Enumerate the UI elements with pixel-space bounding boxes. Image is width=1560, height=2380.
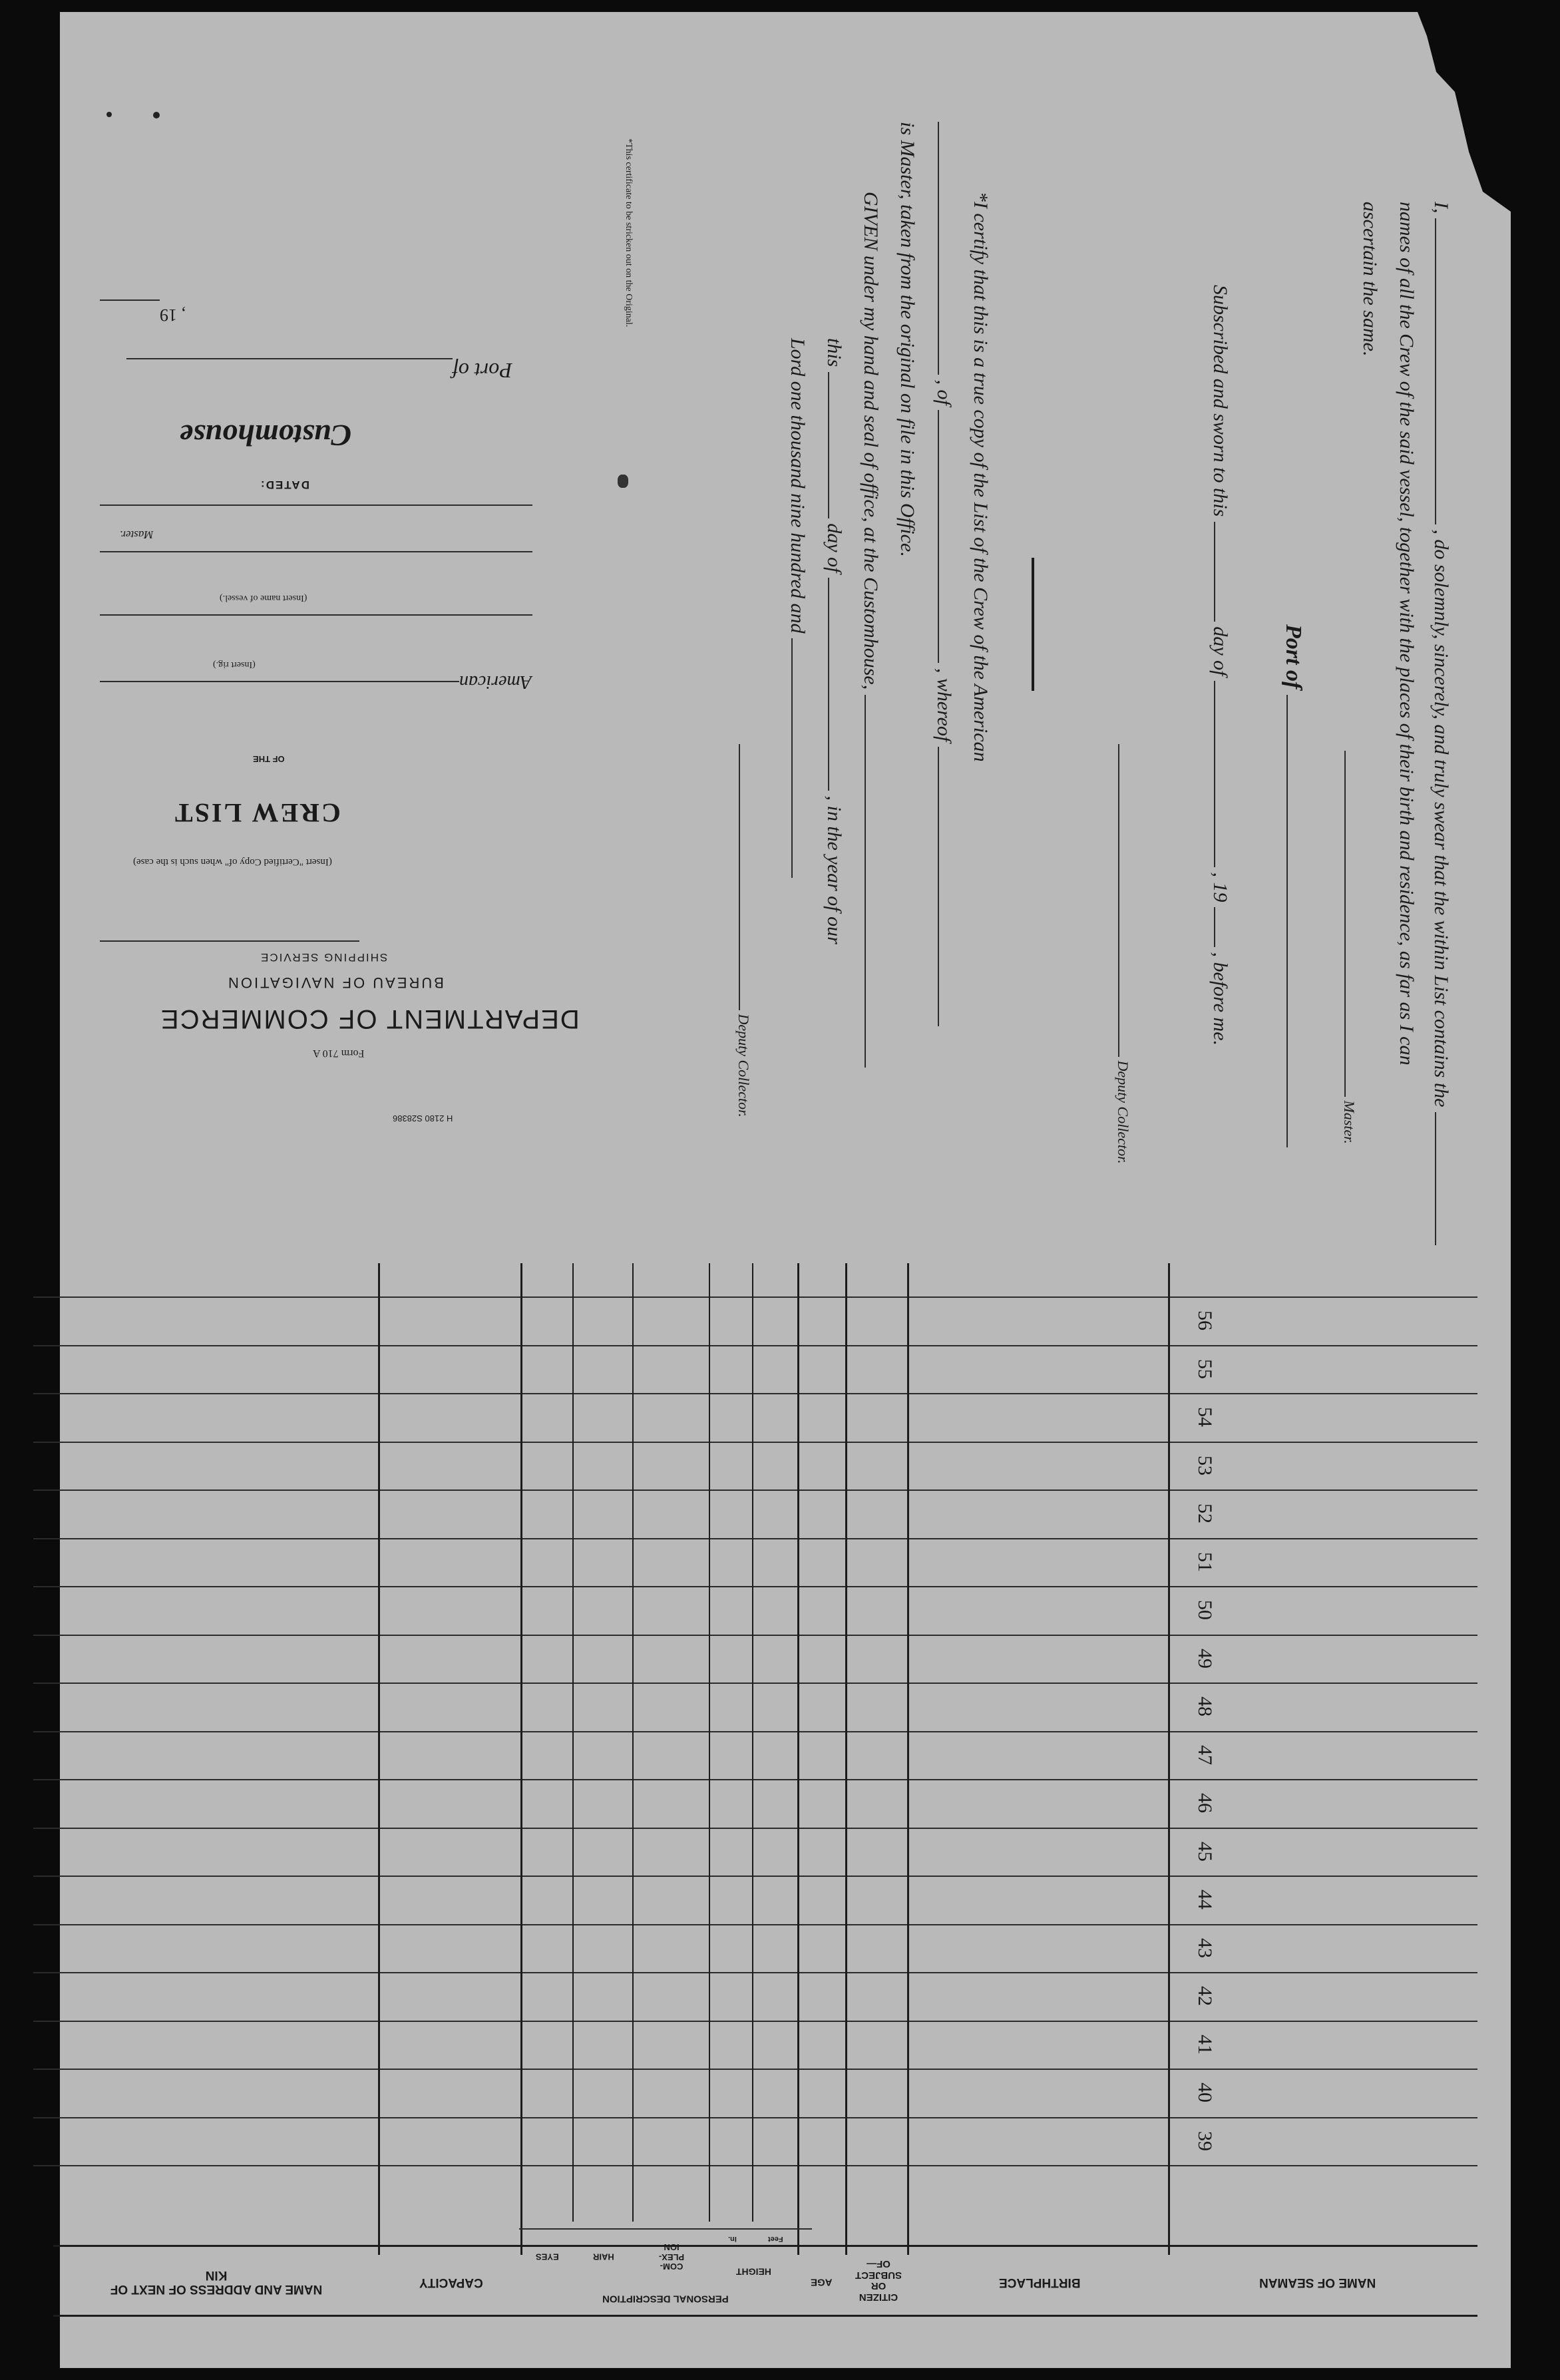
row-number: 53 (1194, 1456, 1216, 1476)
col-divider (709, 1263, 710, 2222)
col-divider (378, 1263, 380, 2255)
subscribed-a: Subscribed and sworn to this (1209, 285, 1231, 517)
table-row-line (33, 1635, 1477, 1636)
port-of-label: Port of (453, 359, 512, 383)
row-number: 41 (1194, 2035, 1216, 2055)
print-code: H 2180 S28386 (393, 1113, 453, 1123)
table-row-line (33, 1442, 1477, 1443)
cert-line-4 (859, 192, 882, 1068)
row-number: 49 (1194, 1649, 1216, 1669)
insert-name: (Insert name of vessel.) (220, 593, 307, 603)
header-feet: Feet (767, 2235, 783, 2244)
table-row-line (33, 2165, 1477, 2166)
row-number: 54 (1194, 1407, 1216, 1427)
row-number: 56 (1194, 1310, 1216, 1330)
oath-line-1 (1430, 202, 1452, 1245)
table-row-line (33, 1489, 1477, 1491)
master-line (100, 551, 532, 552)
oath-do-solemnly: , do solemnly, sincerely, and truly swear that the within List contains the (1430, 529, 1452, 1107)
document-page (60, 12, 1511, 2368)
header-eyes: EYES (535, 2252, 559, 2262)
row-number: 43 (1194, 1938, 1216, 1958)
header-personal-description: PERSONAL DESCRIPTION (602, 2293, 729, 2305)
cert-lord: Lord one thousand nine hundred and (787, 338, 809, 634)
table-row-line (33, 1731, 1477, 1732)
cert-deputy (735, 744, 752, 1117)
oath-port (1280, 624, 1306, 1147)
table-row-line (33, 1538, 1477, 1539)
separator-bar (1032, 558, 1034, 691)
col-divider (797, 1263, 799, 2255)
cert-day-of: day of (823, 523, 845, 573)
speck (153, 112, 160, 118)
cert-whereof: , whereof (933, 668, 955, 742)
header-name-of-seaman: NAME OF SEAMAN (1259, 2275, 1376, 2289)
table-row-line (33, 1876, 1477, 1877)
header-birthplace: BIRTHPLACE (999, 2275, 1081, 2289)
col-divider (1168, 1263, 1170, 2255)
oath-master-signature (1340, 751, 1358, 1144)
header-next-of-kin: NAME AND ADDRESS OF NEXT OF KIN (110, 2268, 323, 2296)
speck (106, 112, 112, 117)
service-title: SHIPPING SERVICE (260, 951, 388, 964)
table-row-line (33, 2021, 1477, 2022)
row-number: 42 (1194, 1986, 1216, 2006)
bottom-rule (53, 2315, 1477, 2317)
port-line (126, 358, 453, 359)
header-inches: In. (727, 2235, 737, 2244)
table-row-line (33, 1345, 1477, 1346)
dated-label: DATED: (260, 479, 309, 491)
table-row-line (33, 1779, 1477, 1780)
bureau-title: BUREAU OF NAVIGATION (226, 974, 444, 991)
col-divider (520, 1263, 522, 2255)
oath-port-label: Port of (1281, 624, 1306, 690)
subscribed-c: , 19 (1209, 872, 1231, 902)
row-number: 50 (1194, 1600, 1216, 1620)
cert-line-3: is Master, taken from the original on file in this Office. (896, 122, 918, 557)
personal-description-line (519, 2228, 812, 2230)
oath-deputy-label: Deputy Collector. (1115, 1060, 1131, 1164)
cert-given: GIVEN under my hand and seal of office, at the Customhouse, (860, 192, 882, 690)
cover-master: Master. (120, 528, 154, 541)
customhouse-label: Customhouse (180, 419, 352, 453)
row-number: 47 (1194, 1745, 1216, 1765)
oath-subscribed (1209, 285, 1231, 1046)
cert-line-2 (932, 122, 955, 1026)
table-row-line (33, 2069, 1477, 2070)
cert-footnote: *This certificate to be stricken out on the Original. (624, 138, 634, 327)
header-height: HEIGHT (735, 2266, 771, 2278)
table-row-line (33, 1972, 1477, 1973)
oath-line-2: names of all the Crew of the said vessel, together with the places of their birth and residence, as far as I can (1396, 202, 1418, 1066)
col-divider (845, 1263, 847, 2255)
col-divider (907, 1263, 909, 2255)
col-divider (632, 1263, 634, 2222)
subscribed-b: day of (1209, 626, 1231, 676)
crew-list-title: CREW LIST (173, 798, 341, 828)
of-the: OF THE (253, 754, 285, 764)
department-title: DEPARTMENT OF COMMERCE (160, 1004, 580, 1034)
torn-corner (1418, 12, 1511, 212)
certified-line (100, 940, 359, 942)
cover-year: , 19 (160, 305, 186, 325)
oath-deputy (1114, 744, 1131, 1164)
col-divider (572, 1263, 574, 2222)
certified-note: (Insert "Certified Copy of" when such is the case) (133, 857, 332, 867)
dated-line (100, 504, 532, 506)
row-number: 39 (1194, 2131, 1216, 2151)
ink-blot (618, 475, 628, 488)
header-capacity: CAPACITY (419, 2275, 483, 2289)
cert-deputy-label: Deputy Collector. (735, 1014, 752, 1117)
row-number: 51 (1194, 1552, 1216, 1572)
subscribed-d: , before me. (1209, 952, 1231, 1046)
rig-line (100, 681, 459, 682)
insert-rig: (Insert rig.) (213, 660, 256, 670)
table-row-line (33, 1586, 1477, 1587)
table-row-line (33, 1924, 1477, 1925)
row-number: 46 (1194, 1793, 1216, 1813)
table-row-line (33, 1296, 1477, 1298)
header-citizen: CITIZEN OR SUBJECT OF— (855, 2258, 902, 2303)
row-number: 40 (1194, 2082, 1216, 2102)
cert-this: this (823, 338, 845, 367)
row-number: 45 (1194, 1842, 1216, 1862)
year-line (100, 299, 160, 301)
oath-line-3: ascertain the same. (1359, 202, 1381, 357)
row-number: 44 (1194, 1889, 1216, 1909)
row-number: 52 (1194, 1503, 1216, 1523)
table-row-line (33, 2117, 1477, 2118)
oath-i: I, (1430, 202, 1452, 214)
table-row-line (33, 1393, 1477, 1394)
american-label: American (459, 672, 532, 692)
cert-line-5 (823, 338, 845, 944)
table-row-line (33, 1683, 1477, 1684)
table-row-line (33, 1828, 1477, 1829)
cert-of: , of (933, 379, 955, 405)
vessel-name-line (100, 614, 532, 616)
col-divider (752, 1263, 753, 2222)
row-number: 55 (1194, 1359, 1216, 1379)
row-number: 48 (1194, 1696, 1216, 1716)
header-age: AGE (811, 2276, 833, 2288)
cert-year-of: , in the year of our (823, 795, 845, 944)
oath-master-label: Master. (1341, 1100, 1358, 1144)
header-complexion: COM-PLEX-ION (658, 2242, 685, 2272)
form-number: Form 710 A (313, 1048, 365, 1059)
cert-line-1: *I certify that this is a true copy of the List of the Crew of the American (970, 192, 992, 762)
header-hair: HAIR (593, 2252, 614, 2262)
cert-line-6 (786, 338, 809, 878)
